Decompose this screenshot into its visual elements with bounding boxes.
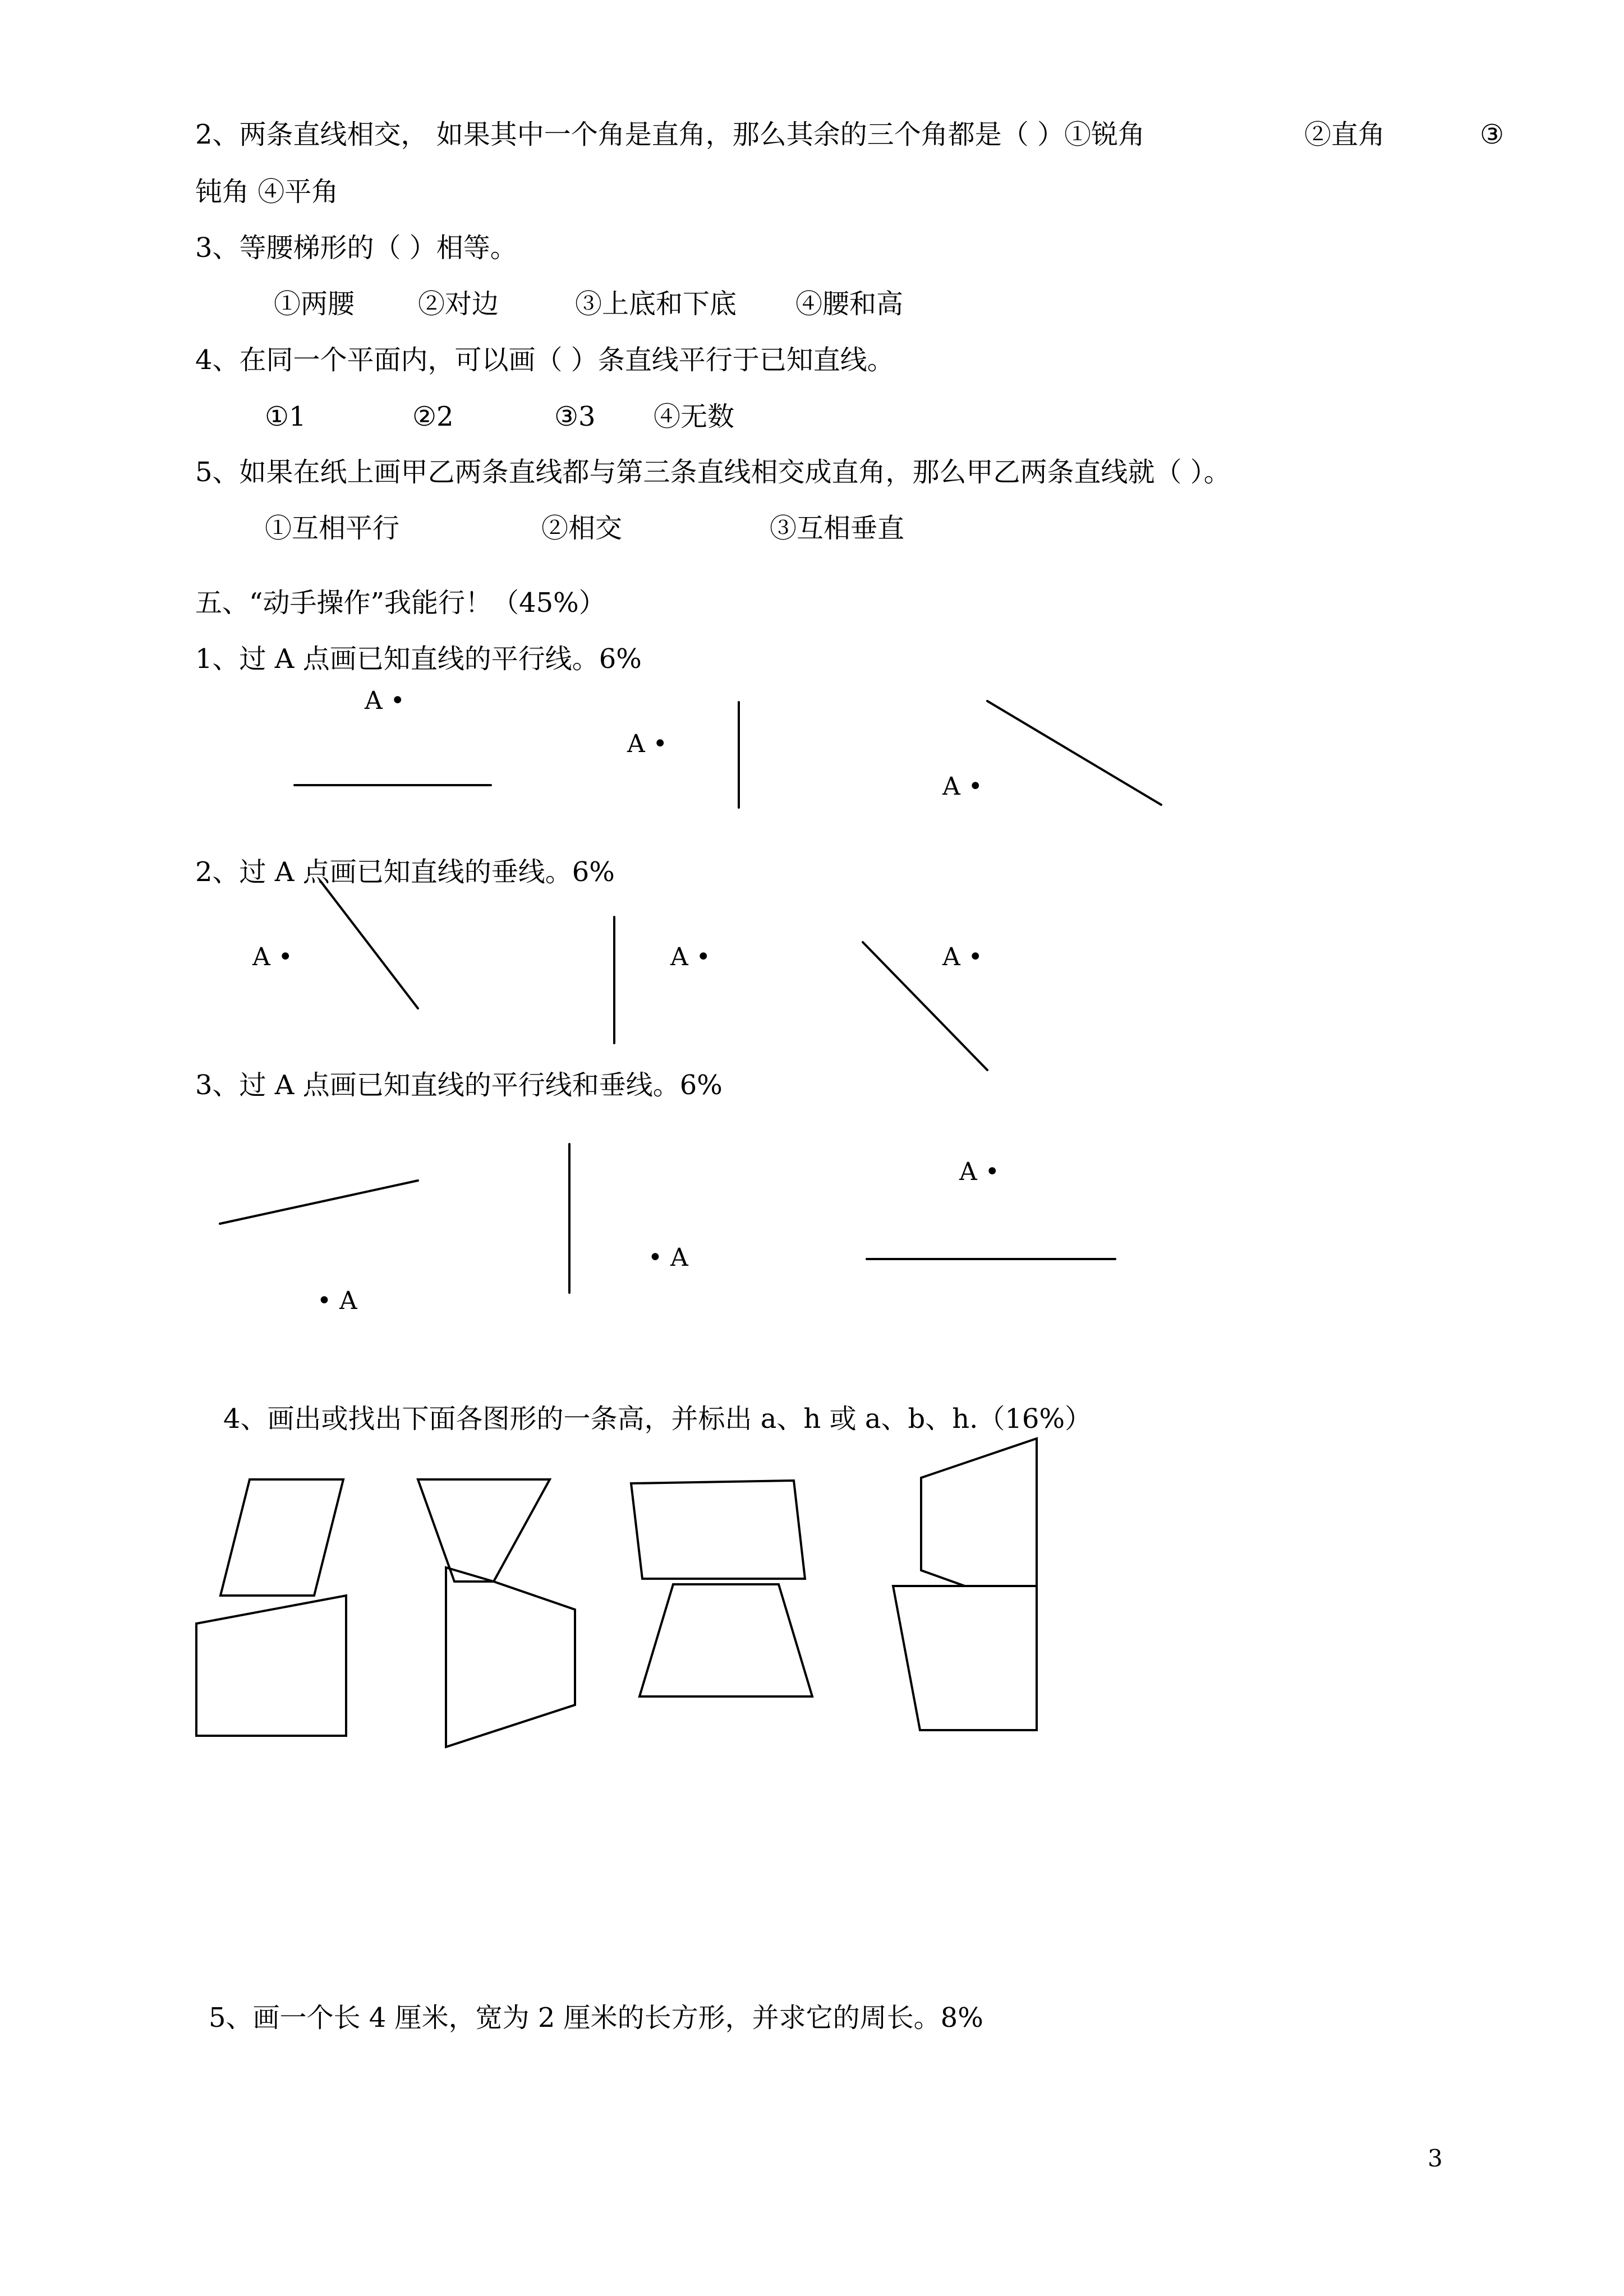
q2-line-diagonal-2 — [863, 942, 987, 1070]
shape-parallelogram — [220, 1479, 343, 1596]
q3-point-a-2: • A — [648, 1243, 688, 1272]
q4-option-1: ①1 — [265, 401, 306, 432]
shape-quadrilateral-bottom — [893, 1586, 1037, 1730]
q2-option-right-angle: ②直角 — [1304, 119, 1386, 150]
drawing-q1: 1、过 A 点画已知直线的平行线。6% — [195, 643, 642, 675]
q1-point-a-1: A • — [365, 686, 405, 715]
q5-option-1: ①互相平行 — [265, 513, 400, 544]
q4-option-4: ④无数 — [654, 401, 735, 432]
drawing-q4: 4、画出或找出下面各图形的一条高，并标出 a、h 或 a、b、h.（16%） — [223, 1403, 1092, 1435]
section5-heading: 五、“动手操作”我能行！（45%） — [195, 587, 606, 619]
shape-isosceles-trapezoid — [640, 1584, 812, 1696]
drawing-q3: 3、过 A 点画已知直线的平行线和垂线。6% — [195, 1069, 723, 1101]
shape-inverted-trapezoid — [418, 1479, 550, 1582]
q5-option-3: ③互相垂直 — [770, 513, 905, 544]
shape-slanted-parallelogram — [631, 1481, 805, 1579]
q2-line-diagonal-1 — [321, 882, 418, 1008]
q3-option-2: ②对边 — [418, 288, 499, 320]
q5-stem: 5、如果在纸上画甲乙两条直线都与第三条直线相交成直角，那么甲乙两条直线就（ ）。 — [195, 457, 1231, 488]
q3-point-a-1: A • — [959, 1158, 1000, 1186]
q3-point-a-3: • A — [317, 1287, 357, 1315]
q2-option-3-marker: ③ — [1480, 119, 1505, 150]
q2-point-a-1: A • — [252, 943, 293, 971]
page-number: 3 — [1428, 2145, 1443, 2172]
q3-stem: 3、等腰梯形的（ ）相等。 — [195, 232, 517, 264]
shape-quadrilateral-irregular — [446, 1567, 575, 1747]
q2-point-a-2: A • — [670, 943, 711, 971]
q4-option-3: ③3 — [554, 401, 596, 432]
q4-option-2: ②2 — [412, 401, 454, 432]
q3-option-4: ④腰和高 — [795, 288, 904, 320]
drawing-q2: 2、过 A 点画已知直线的垂线。6% — [195, 856, 615, 888]
q3-option-1: ①两腰 — [274, 288, 355, 320]
q1-point-a-2: A • — [627, 730, 668, 758]
drawing-q5: 5、画一个长 4 厘米，宽为 2 厘米的长方形，并求它的周长。8% — [209, 2002, 983, 2034]
q4-stem: 4、在同一个平面内，可以画（ ）条直线平行于已知直线。 — [195, 344, 894, 376]
q5-option-2: ②相交 — [541, 513, 623, 544]
q2-point-a-3: A • — [942, 943, 983, 971]
q2-line2: 钝角 ④平角 — [195, 176, 339, 208]
q1-line-diagonal — [987, 701, 1161, 805]
shape-right-trapezoid — [196, 1596, 346, 1736]
q3-option-3: ③上底和下底 — [575, 288, 737, 320]
q2-line1: 2、两条直线相交， 如果其中一个角是直角，那么其余的三个角都是（ ）①锐角 — [195, 119, 1145, 150]
q3-line-slanted — [220, 1181, 418, 1224]
q1-point-a-3: A • — [942, 772, 983, 801]
shape-right-trapezoid-tall — [921, 1439, 1037, 1586]
